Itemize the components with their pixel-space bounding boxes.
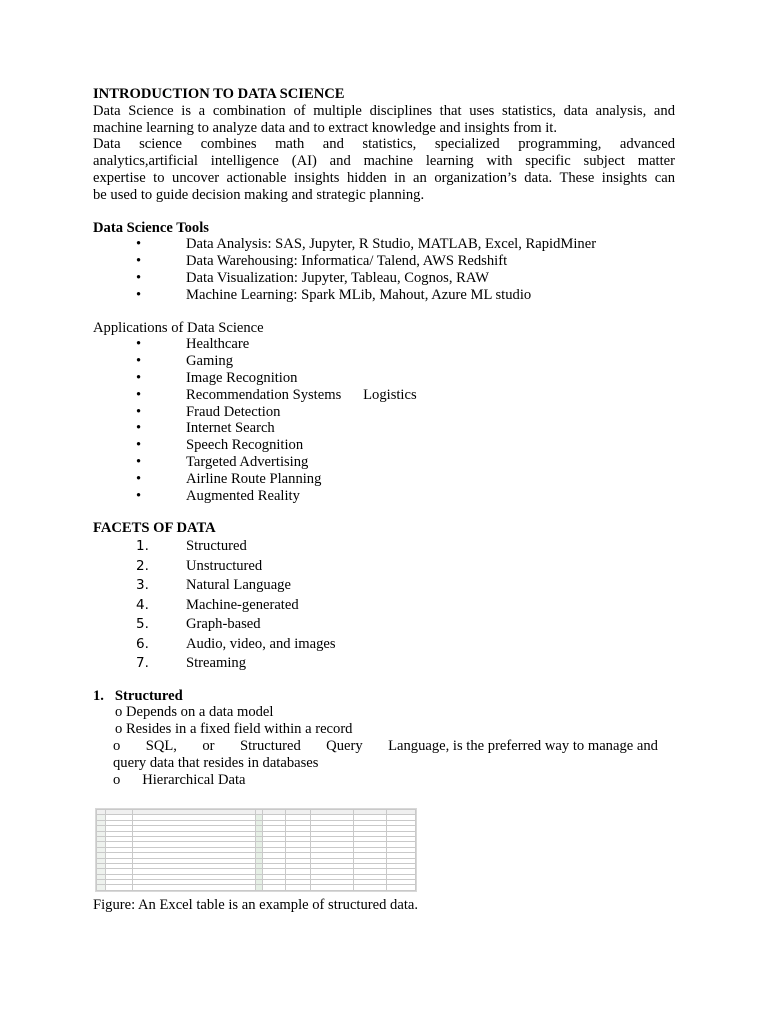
facets-heading: FACETS OF DATA bbox=[93, 520, 216, 537]
bullet-icon: • bbox=[136, 269, 142, 286]
bullet-icon: • bbox=[136, 403, 142, 420]
list-item: 7. Streaming bbox=[93, 654, 675, 674]
structured-point: o Resides in a fixed field within a record bbox=[115, 721, 353, 738]
list-item: 6. Audio, video, and images bbox=[93, 635, 675, 655]
doc-title: INTRODUCTION TO DATA SCIENCE bbox=[93, 86, 345, 102]
excel-thumbnail-grid bbox=[96, 809, 416, 892]
document-page bbox=[93, 86, 675, 788]
list-item: • Recommendation Systems Logistics bbox=[136, 386, 417, 403]
list-item: • Image Recognition bbox=[136, 369, 298, 386]
list-item: • Gaming bbox=[136, 353, 234, 370]
tools-heading: Data Science Tools bbox=[93, 219, 209, 236]
list-number: 3. bbox=[136, 577, 149, 594]
list-number: 6. bbox=[136, 635, 149, 652]
hierarchical-line: o Hierarchical Data bbox=[113, 771, 246, 788]
sql-line: o SQL, or Structured Query Language, is the preferred way to manage and bbox=[113, 738, 658, 755]
intro-line: Data science combines math and statistics, specialized programming, advanced bbox=[93, 136, 675, 153]
list-item: • Targeted Advertising bbox=[136, 453, 309, 470]
bullet-icon: • bbox=[136, 453, 142, 470]
bullet-icon: • bbox=[136, 353, 142, 370]
intro-line: expertise to uncover actionable insights hidden in an organization’s data. These insights can bbox=[93, 169, 675, 186]
bullet-icon: • bbox=[136, 420, 142, 437]
list-item: • Data Warehousing: Informatica/ Talend, AWS Redshift bbox=[136, 253, 508, 270]
bullet-icon: • bbox=[136, 470, 142, 487]
list-item: • Fraud Detection bbox=[136, 403, 281, 420]
list-item: 3. Natural Language bbox=[93, 576, 675, 596]
list-item: • Healthcare bbox=[136, 336, 250, 353]
list-item: • Augmented Reality bbox=[136, 487, 300, 504]
structured-point: o Depends on a data model bbox=[115, 704, 274, 721]
structured-heading: 1. Structured bbox=[93, 687, 183, 704]
bullet-icon: • bbox=[136, 253, 142, 270]
apps-list bbox=[93, 336, 675, 504]
intro-line: machine learning to analyze data and to extract knowledge and insights from it. bbox=[93, 119, 558, 136]
excel-table-image bbox=[95, 808, 417, 892]
bullet-icon: • bbox=[136, 386, 142, 403]
intro-line: analytics,artificial intelligence (AI) and machine learning with specific subject matter bbox=[93, 153, 675, 170]
list-number: 7. bbox=[136, 655, 149, 672]
list-item: • Data Analysis: SAS, Jupyter, R Studio, MATLAB, Excel, RapidMiner bbox=[136, 236, 597, 253]
bullet-icon: • bbox=[136, 336, 142, 353]
list-number: 1. bbox=[136, 538, 149, 555]
list-number: 5. bbox=[136, 616, 149, 633]
list-item: • Airline Route Planning bbox=[136, 470, 322, 487]
list-item: 4. Machine-generated bbox=[93, 596, 675, 616]
facets-list bbox=[93, 537, 675, 674]
list-item: • Speech Recognition bbox=[136, 437, 304, 454]
list-item: • Machine Learning: Spark MLib, Mahout, Azure ML studio bbox=[136, 286, 532, 303]
list-item: 2. Unstructured bbox=[93, 557, 675, 577]
list-item: • Internet Search bbox=[136, 420, 275, 437]
intro-line: Data Science is a combination of multiple disciplines that uses statistics, data analysis, and bbox=[93, 102, 675, 119]
list-number: 4. bbox=[136, 596, 149, 613]
list-item: 1. Structured bbox=[93, 537, 675, 557]
bullet-icon: • bbox=[136, 437, 142, 454]
bullet-icon: • bbox=[136, 369, 142, 386]
list-item: 5. Graph-based bbox=[93, 615, 675, 635]
list-number: 2. bbox=[136, 557, 149, 574]
figure-caption: Figure: An Excel table is an example of structured data. bbox=[93, 897, 419, 913]
apps-heading: Applications of Data Science bbox=[93, 319, 264, 336]
bullet-icon: • bbox=[136, 487, 142, 504]
list-item: • Data Visualization: Jupyter, Tableau, Cognos, RAW bbox=[136, 269, 490, 286]
sql-line-2: query data that resides in databases bbox=[113, 754, 319, 771]
tools-list bbox=[93, 236, 675, 303]
bullet-icon: • bbox=[136, 286, 142, 303]
intro-line: be used to guide decision making and strategic planning. bbox=[93, 186, 425, 203]
bullet-icon: • bbox=[136, 236, 142, 253]
